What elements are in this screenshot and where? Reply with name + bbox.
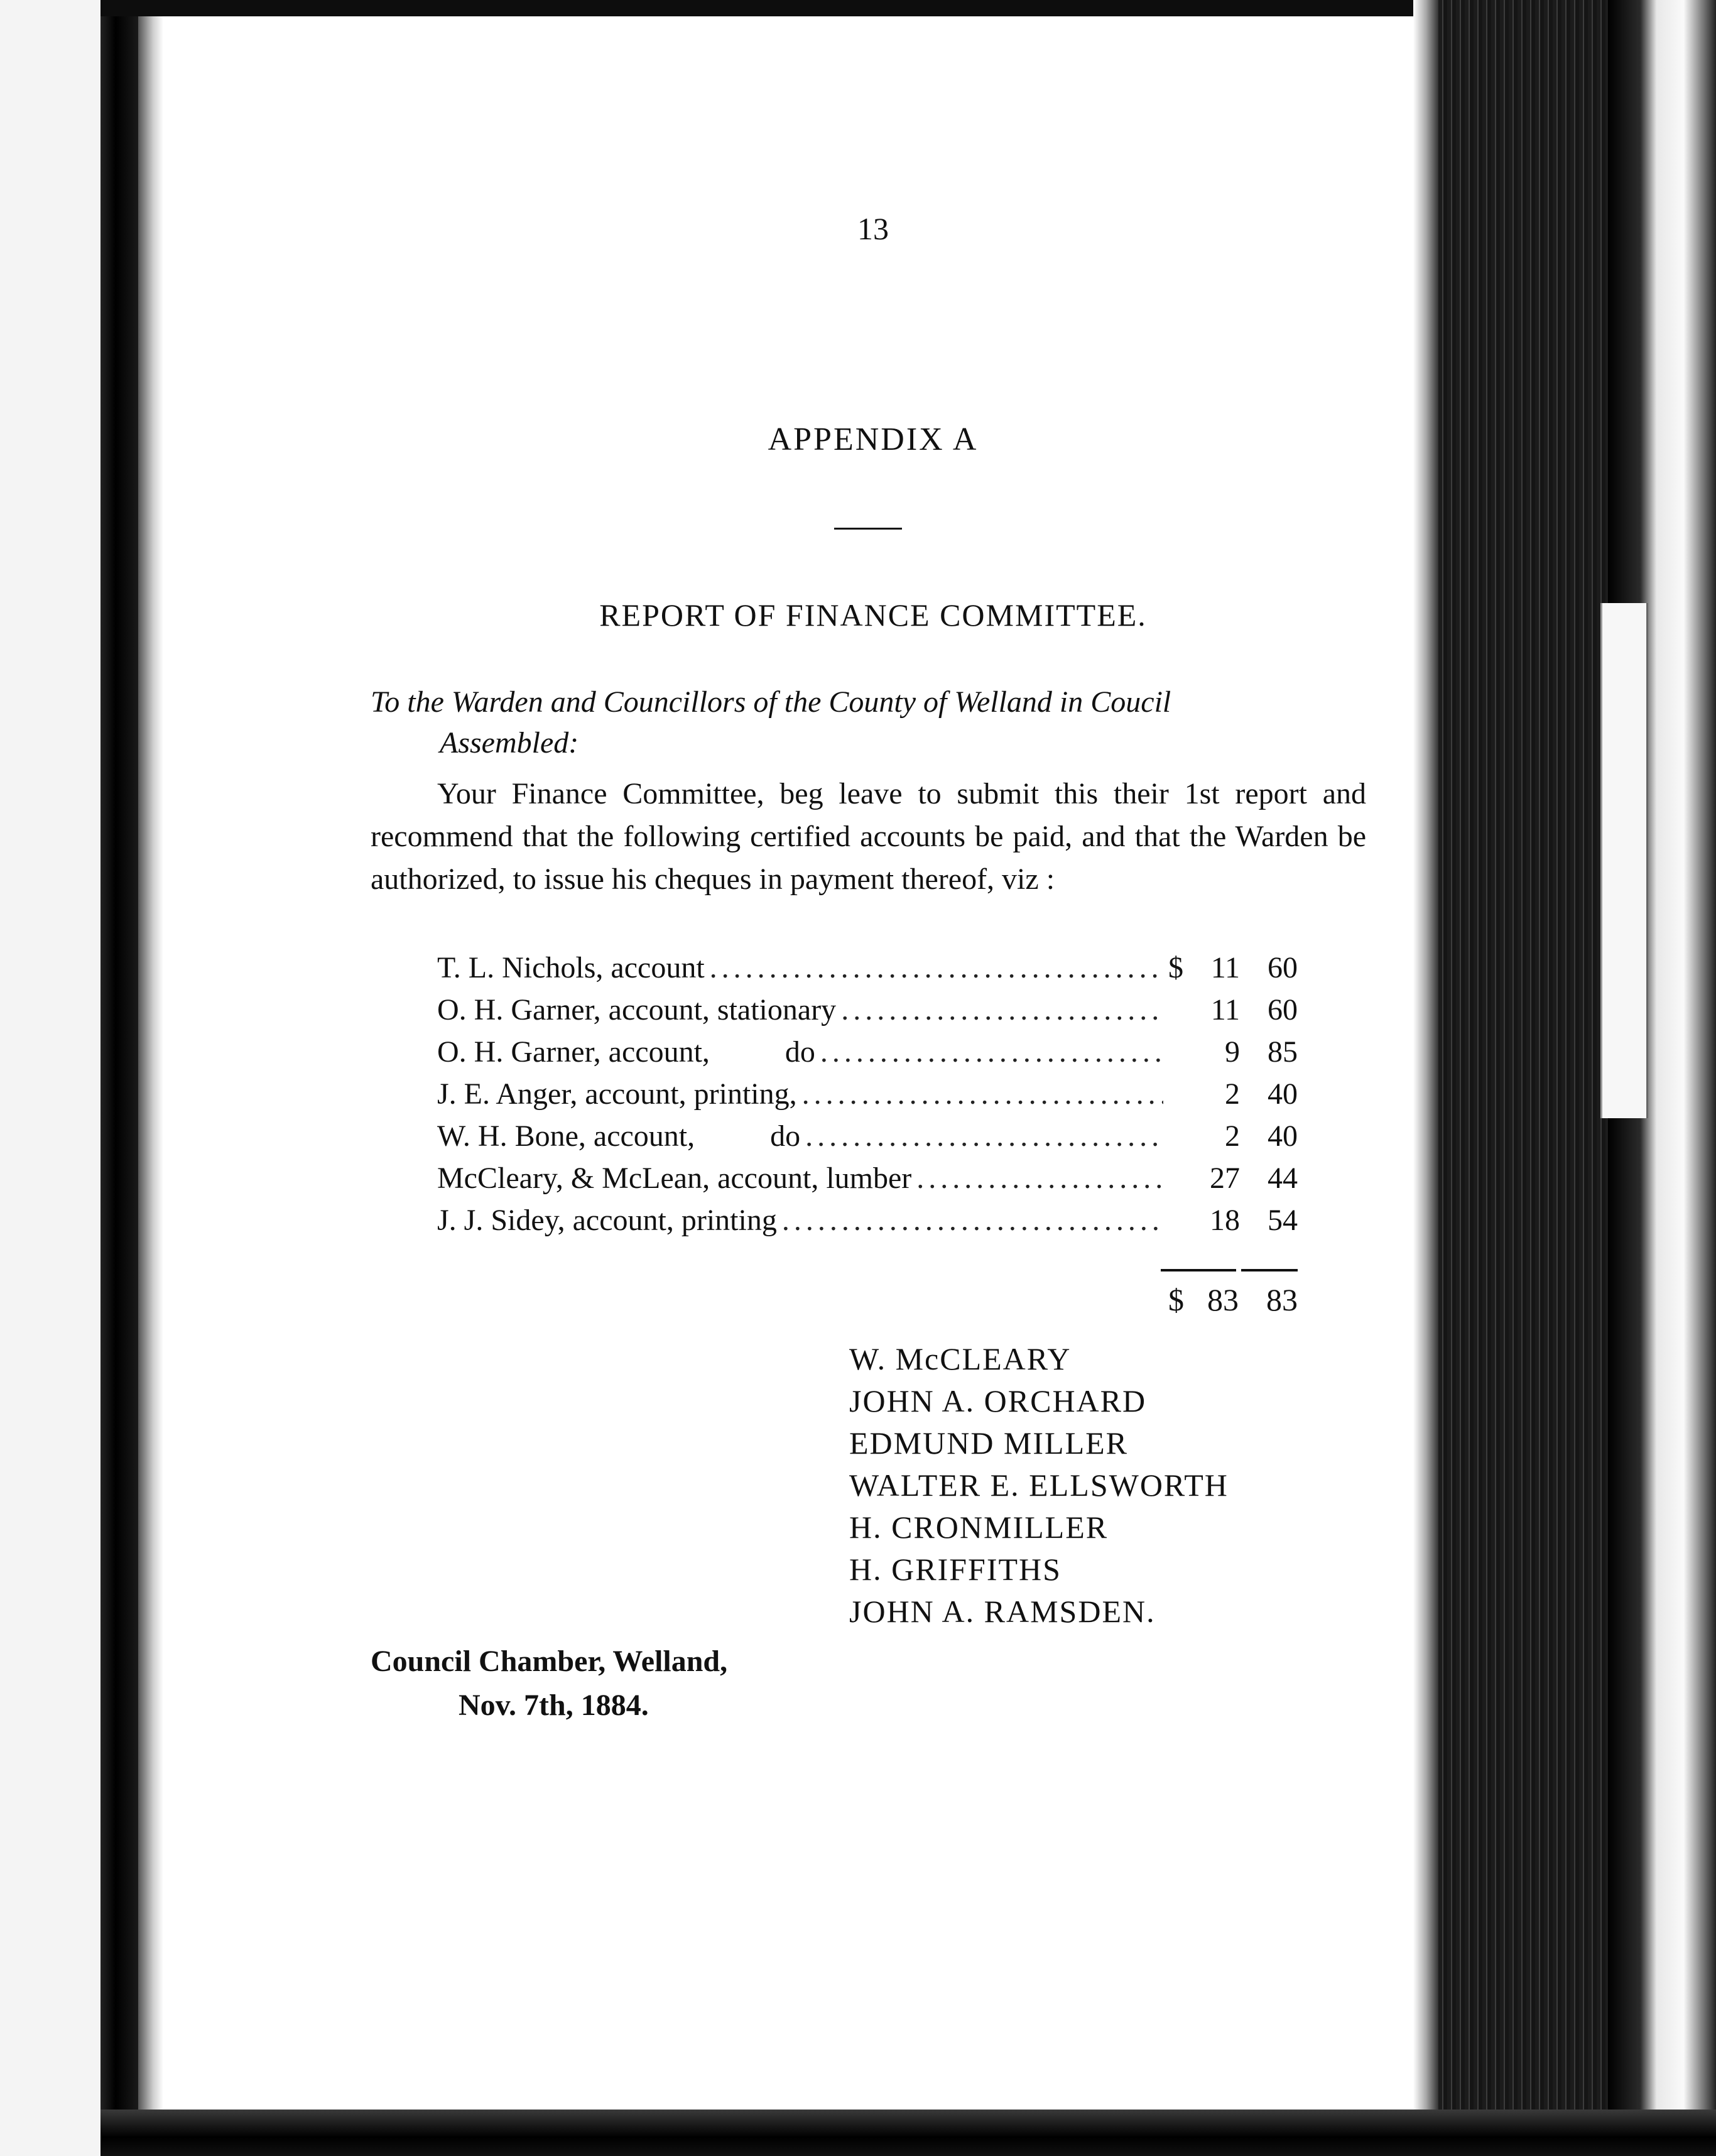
account-dollars: 18: [1210, 1204, 1240, 1237]
total-amount: [1168, 1282, 1298, 1318]
total-rule: [1161, 1269, 1298, 1271]
total-dollars: 83: [1207, 1282, 1239, 1317]
report-heading: REPORT OF FINANCE COMMITTEE.: [599, 597, 1147, 633]
closing-place: Council Chamber, Welland,: [371, 1645, 728, 1678]
address-line-1: To the Warden and Councillors of the County of Welland in Coucil: [371, 685, 1171, 719]
facing-page-strip: [0, 0, 107, 2156]
account-dollars: 11: [1210, 993, 1240, 1026]
account-row: [437, 1161, 1298, 1203]
account-label: T. L. Nichols, account: [437, 951, 705, 984]
gutter-shadow: [138, 0, 163, 2156]
signatory: WALTER E. ELLSWORTH: [849, 1467, 1229, 1503]
right-page-shadow: [1413, 0, 1438, 2136]
account-dollar-sign: $: [1168, 951, 1183, 984]
account-cents: 44: [1268, 1162, 1298, 1195]
address-line-2: Assembled:: [440, 726, 579, 760]
signatory: H. GRIFFITHS: [849, 1552, 1062, 1587]
page-number: 13: [857, 211, 889, 246]
signatory: JOHN A. ORCHARD: [849, 1383, 1147, 1418]
account-cents: 85: [1268, 1035, 1298, 1069]
leader-dots: [841, 993, 1163, 1027]
account-cents: 54: [1268, 1204, 1298, 1237]
total-rule-gap: [1236, 1266, 1241, 1273]
accounts-list: [437, 950, 1298, 1245]
account-label: O. H. Garner, account, stationary: [437, 993, 837, 1026]
leader-dots: [782, 1203, 1163, 1238]
account-label: J. J. Sidey, account, printing: [437, 1204, 777, 1237]
account-label: O. H. Garner, account, do: [437, 1035, 815, 1069]
closing-date: Nov. 7th, 1884.: [459, 1689, 649, 1722]
leader-dots: [802, 1077, 1163, 1111]
closing-place-date: [371, 1640, 936, 1728]
appendix-title: APPENDIX A: [768, 422, 979, 457]
account-dollars: 2: [1225, 1119, 1240, 1153]
account-label: W. H. Bone, account, do: [437, 1119, 801, 1153]
account-row: [437, 993, 1298, 1035]
address-salutation: [371, 682, 1376, 763]
account-cents: 40: [1268, 1077, 1298, 1111]
report-body-paragraph: Your Finance Committee, beg leave to submit this their 1st report and recommend that the following certified accounts be paid, and that the Warden be authorized, to issue his cheques in payment thereof, viz :: [371, 777, 1366, 896]
signatory-list: [849, 1338, 1352, 1633]
account-row: [437, 950, 1298, 993]
account-cents: 60: [1268, 993, 1298, 1026]
bottom-edge: [100, 2110, 1716, 2156]
title-rule: [834, 528, 902, 530]
total-dollar-sign: $: [1168, 1282, 1184, 1317]
account-dollars: 27: [1210, 1162, 1240, 1195]
leader-dots: [710, 950, 1163, 985]
account-row: [437, 1203, 1298, 1245]
account-dollars: 11: [1210, 951, 1240, 984]
account-row: [437, 1035, 1298, 1077]
total-cents: 83: [1266, 1282, 1298, 1317]
signatory: H. CRONMILLER: [849, 1510, 1109, 1545]
bookmark-tab: [1600, 603, 1648, 1118]
leader-dots: [805, 1119, 1163, 1153]
left-page-edge: [100, 0, 138, 2156]
leader-dots: [820, 1035, 1163, 1069]
account-cents: 40: [1268, 1119, 1298, 1153]
signatory: W. McCLEARY: [849, 1341, 1072, 1376]
account-cents: 60: [1268, 951, 1298, 984]
signatory: EDMUND MILLER: [849, 1425, 1129, 1461]
account-dollars: 9: [1225, 1035, 1240, 1069]
top-edge: [100, 0, 1426, 16]
account-row: [437, 1119, 1298, 1161]
account-dollars: 2: [1225, 1077, 1240, 1111]
account-label: McCleary, & McLean, account, lumber: [437, 1162, 912, 1195]
account-row: [437, 1077, 1298, 1119]
signatory: JOHN A. RAMSDEN.: [849, 1594, 1156, 1629]
leader-dots: [916, 1161, 1163, 1195]
account-label: J. E. Anger, account, printing,: [437, 1077, 797, 1111]
